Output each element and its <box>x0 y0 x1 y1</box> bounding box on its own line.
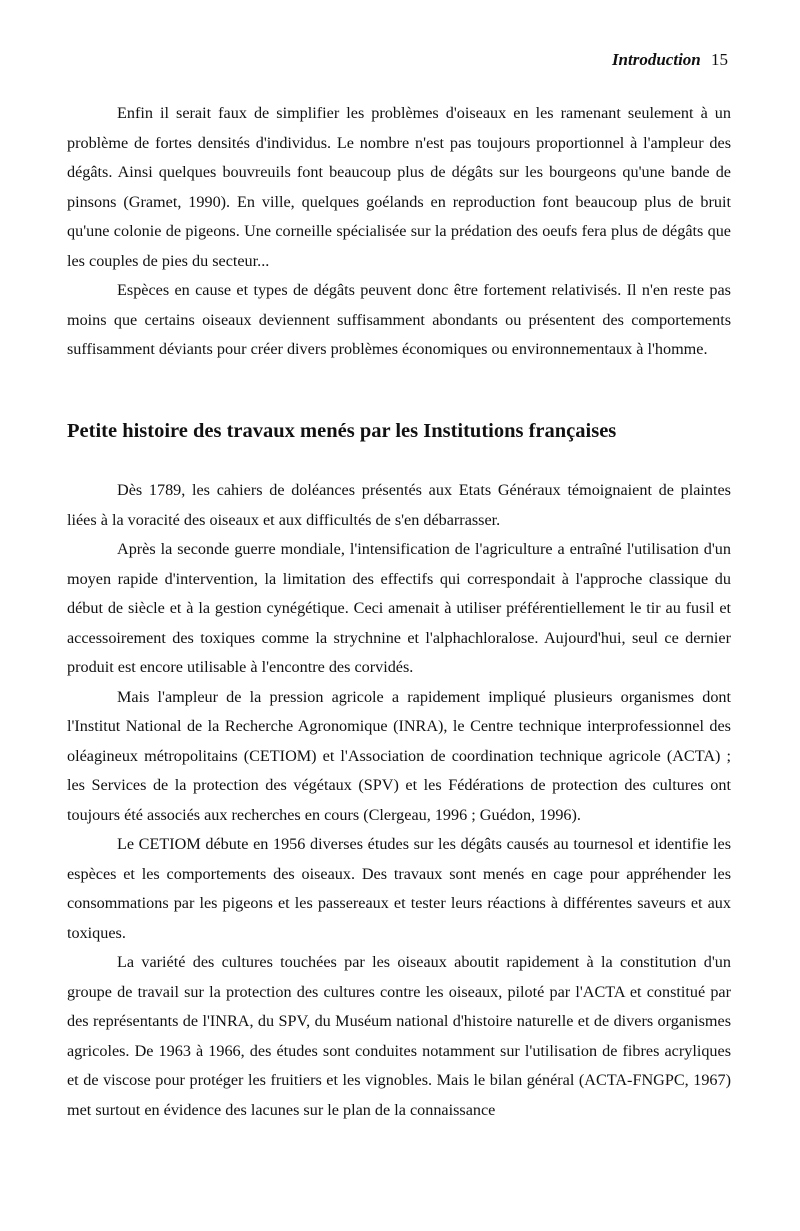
paragraph: Dès 1789, les cahiers de doléances présentés aux Etats Généraux témoignaient de plaintes liées à la voracité des oiseaux et aux difficultés de s'en débarrasser. <box>67 481 731 529</box>
paragraph: Enfin il serait faux de simplifier les problèmes d'oiseaux en les ramenant seulement à un problème de fortes densités d'individus. Le nombre n'est pas toujours proportionnel à l'ampleur des dégâts. Ainsi quelques bouvreuils font beaucoup plus de dégâts sur les bourgeons qu'une bande de pinsons (Gramet, 1990). En ville, quelques goélands en reproduction font beaucoup plus de bruit qu'une colonie de pigeons. Une corneille spécialisée sur la prédation des oeufs fera plus de dégâts que les couples de pies du secteur... <box>67 104 731 270</box>
section-text <box>67 476 731 1125</box>
paragraph: Espèces en cause et types de dégâts peuvent donc être fortement relativisés. Il n'en reste pas moins que certains oiseaux deviennent suffisamment abondants ou présentent des comportements suffisamment déviants pour créer divers problèmes économiques ou environnementaux à l'homme. <box>67 281 731 358</box>
chapter-title: Introduction <box>611 50 701 69</box>
running-header <box>612 50 728 70</box>
paragraph: La variété des cultures touchées par les oiseaux aboutit rapidement à la constitution d'un groupe de travail sur la protection des cultures contre les oiseaux, piloté par l'ACTA et constitué par des représentants de l'INRA, du SPV, du Muséum national d'histoire naturelle et de divers organismes agricoles. De 1963 à 1966, des études sont conduites notamment sur l'utilisation de fibres acryliques et de viscose pour protéger les fruitiers et les vignobles. Mais le bilan général (ACTA-FNGPC, 1967) met surtout en évidence des lacunes sur le plan de la connaissance <box>67 953 731 1119</box>
paragraph: Mais l'ampleur de la pression agricole a rapidement impliqué plusieurs organismes dont l'Institut National de la Recherche Agronomique (INRA), le Centre technique interprofessionnel des oléagineux métropolitains (CETIOM) et l'Association de coordination technique agricole (ACTA) ; les Services de la protection des végétaux (SPV) et les Fédérations de protection des cultures ont toujours été associés aux recherches en cours (Clergeau, 1996 ; Guédon, 1996). <box>67 687 731 824</box>
paragraph: Le CETIOM débute en 1956 diverses études sur les dégâts causés au tournesol et identifie les espèces et les comportements des oiseaux. Des travaux sont menés en cage pour appréhender les consommations par les pigeons et les passereaux et tester leurs réactions à différentes saveurs et aux toxiques. <box>67 835 731 942</box>
page-number: 15 <box>711 50 728 69</box>
paragraph: Après la seconde guerre mondiale, l'intensification de l'agriculture a entraîné l'utilisation d'un moyen rapide d'intervention, la limitation des effectifs qui correspondait à l'approche classique du début de siècle et à la gestion cynégétique. Ceci amenait à utiliser préférentiellement le tir au fusil et accessoirement des toxiques comme la strychnine et l'alphachloralose. Aujourd'hui, seul ce dernier produit est encore utilisable à l'encontre des corvidés. <box>67 540 731 676</box>
intro-text <box>67 99 731 365</box>
section-heading: Petite histoire des travaux menés par les Institutions françaises <box>67 420 617 442</box>
